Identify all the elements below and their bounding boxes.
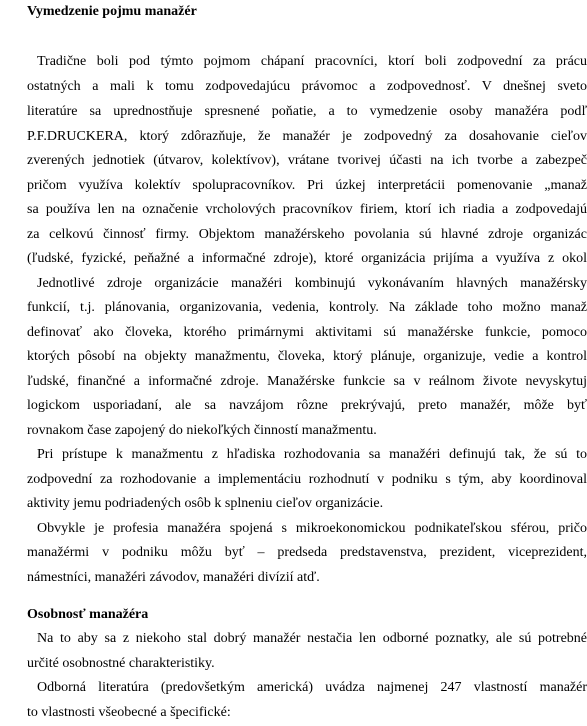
paragraph-line: námestníci, manažéri závodov, manažéri divízií atď. — [27, 570, 320, 585]
paragraph-line: (ľudské, fyzické, peňažné a informačné zdroje), ktoré organizácia prijíma a využíva z okol — [27, 251, 587, 266]
paragraph-line: logickom usporiadaní, ale sa navzájom rôzne prekrývajú, preto manažér, môže byť — [27, 398, 587, 413]
paragraph-line: manažérmi v podniku môžu byť – predseda predstavenstva, prezident, viceprezident, — [27, 545, 587, 560]
paragraph-line: zverených jednotiek (útvarov, kolektívov), vrátane tvorivej účasti na ich tvorbe a zabezpeč — [27, 153, 587, 168]
paragraph-line: Tradične boli pod týmto pojmom chápaní pracovníci, ktorí boli zodpovední za prácu — [37, 54, 587, 69]
section-title-osobnost: Osobnosť manažéra — [27, 607, 149, 622]
paragraph-line: rovnakom čase zapojený do niekoľkých činností manažmentu. — [27, 423, 377, 438]
paragraph-line: definovať ako človeka, ktorého primárnymi aktivitami sú manažérske funkcie, pomoco — [27, 325, 587, 340]
section-title-vymedzenie: Vymedzenie pojmu manažér — [27, 4, 197, 19]
paragraph-line: literatúre sa uprednostňuje spresnené poňatie, a to vymedzenie osoby manažéra podľ — [27, 104, 587, 119]
paragraph-line: Obvykle je profesia manažéra spojená s mikroekonomickou podnikateľskou sférou, pričo — [37, 521, 587, 536]
paragraph-line: P.F.DRUCKERA, ktorý zdôrazňuje, že manažér je zodpovedný za dosahovanie cieľov — [27, 129, 587, 144]
paragraph-line: ktorých pôsobí na objekty manažmentu, človeka, ktorý plánuje, organizuje, vedie a kontrol — [27, 349, 587, 364]
paragraph-line: ľudské, finančné a informačné zdroje. Manažérske funkcie sa v reálnom živote nevyskytuj — [27, 374, 587, 389]
paragraph-line: za celkovú činnosť firmy. Objektom manažérskeho povolania sú hlavné zdroje organizác — [27, 227, 587, 242]
paragraph-line: funkcií, t.j. plánovania, organizovania, vedenia, kontroly. Na základe toho možno manaž — [27, 300, 587, 315]
paragraph-line: Na to aby sa z niekoho stal dobrý manažér nestačia len odborné poznatky, ale sú potrebné — [37, 631, 587, 646]
paragraph-line: to vlastnosti všeobecné a špecifické: — [27, 705, 231, 720]
paragraph-line: pričom využíva kolektív spolupracovníkov. Pri úzkej interpretácii pomenovanie „manaž — [27, 178, 587, 193]
paragraph-line: Odborná literatúra (predovšetkým americká) uvádza najmenej 247 vlastností manažér — [37, 680, 587, 695]
paragraph-line: aktivity jemu podriadených osôb k splneniu cieľov organizácie. — [27, 496, 384, 511]
paragraph-line: zodpovední za rozhodovanie a implementáciu rozhodnutí v podniku s tým, aby koordinoval — [27, 472, 587, 487]
paragraph-line: Pri prístupe k manažmentu z hľadiska rozhodovania sa manažéri definujú tak, že sú to — [37, 447, 587, 462]
paragraph-line: ostatných a mali k tomu zodpovedajúcu právomoc a zodpovednosť. V dnešnej sveto — [27, 79, 587, 94]
paragraph-line: Jednotlivé zdroje organizácie manažéri kombinujú vykonávaním hlavných manažérsky — [37, 276, 587, 291]
paragraph-line: určité osobnostné charakteristiky. — [27, 656, 215, 671]
paragraph-line: sa používa len na označenie vrcholových pracovníkov firiem, ktorí ich riadia a zodpovedajú — [27, 202, 587, 217]
